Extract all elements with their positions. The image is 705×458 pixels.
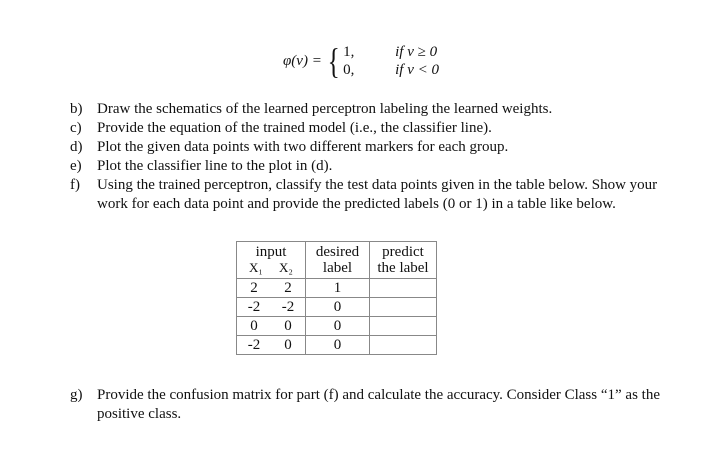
- formula-case-1: [343, 43, 439, 61]
- x2-value: 0: [284, 337, 292, 353]
- desired-cell: 1: [306, 279, 370, 298]
- question-text: Plot the classifier line to the plot in (d).: [97, 158, 333, 174]
- predict-cell: [370, 336, 437, 355]
- header-input-sub: [241, 260, 301, 276]
- table-header-row: [237, 242, 437, 279]
- case-value: 0,: [343, 62, 355, 78]
- question-label: b): [70, 101, 83, 117]
- predict-cell: [370, 317, 437, 336]
- input-cell: [237, 336, 306, 355]
- header-x2: X₂: [279, 260, 293, 275]
- question-text: Using the trained perceptron, classify the test data points given in the table below. Show your work for each data point and provide the predicted labels (0 or 1) in a table like below.: [97, 177, 658, 212]
- question-c: [70, 119, 690, 138]
- input-cell: [237, 279, 306, 298]
- table-row: [237, 336, 437, 355]
- formula-cases: [343, 43, 439, 79]
- question-e: [70, 157, 690, 176]
- x2-value: 2: [284, 280, 292, 296]
- header-predict-line1: predict: [382, 244, 424, 260]
- x1-value: 0: [250, 318, 258, 334]
- header-desired: [306, 242, 370, 279]
- left-brace: {: [327, 41, 340, 81]
- activation-function-formula: [283, 43, 439, 79]
- case-value: 1,: [343, 44, 355, 60]
- input-cell: [237, 298, 306, 317]
- question-text: Plot the given data points with two different markers for each group.: [97, 139, 509, 155]
- question-label: f): [70, 177, 80, 193]
- x1-value: -2: [247, 337, 261, 353]
- formula-lhs: φ(v) =: [283, 52, 322, 69]
- predict-cell: [370, 279, 437, 298]
- header-input: [237, 242, 306, 279]
- question-label: c): [70, 120, 82, 136]
- header-input-label: input: [255, 244, 287, 260]
- x2-value: 0: [284, 318, 292, 334]
- predict-cell: [370, 298, 437, 317]
- table-row: [237, 317, 437, 336]
- desired-cell: 0: [306, 336, 370, 355]
- desired-cell: 0: [306, 317, 370, 336]
- header-predict: [370, 242, 437, 279]
- question-text: Provide the confusion matrix for part (f) and calculate the accuracy. Consider Class “1” as the positive class.: [97, 387, 660, 422]
- formula-case-2: [343, 61, 439, 79]
- case-condition: if v ≥ 0: [395, 44, 438, 60]
- header-desired-line1: desired: [315, 244, 360, 260]
- question-text: Draw the schematics of the learned perceptron labeling the learned weights.: [97, 101, 553, 117]
- case-condition: if v < 0: [395, 62, 439, 78]
- question-g: [70, 386, 690, 424]
- question-label: e): [70, 158, 82, 174]
- x2-value: -2: [281, 299, 295, 315]
- question-b: [70, 100, 690, 119]
- question-label: g): [70, 387, 83, 403]
- x1-value: -2: [247, 299, 261, 315]
- question-label: d): [70, 139, 83, 155]
- question-d: [70, 138, 690, 157]
- desired-cell: 0: [306, 298, 370, 317]
- question-list: [70, 100, 690, 214]
- table-row: [237, 298, 437, 317]
- x1-value: 2: [250, 280, 258, 296]
- input-cell: [237, 317, 306, 336]
- header-predict-line2: the label: [377, 260, 429, 276]
- question-text: Provide the equation of the trained model (i.e., the classifier line).: [97, 120, 492, 136]
- header-desired-line2: label: [322, 260, 353, 276]
- question-f: [70, 176, 690, 214]
- header-x1: X₁: [249, 260, 263, 275]
- test-data-table: [236, 241, 437, 355]
- table-row: [237, 279, 437, 298]
